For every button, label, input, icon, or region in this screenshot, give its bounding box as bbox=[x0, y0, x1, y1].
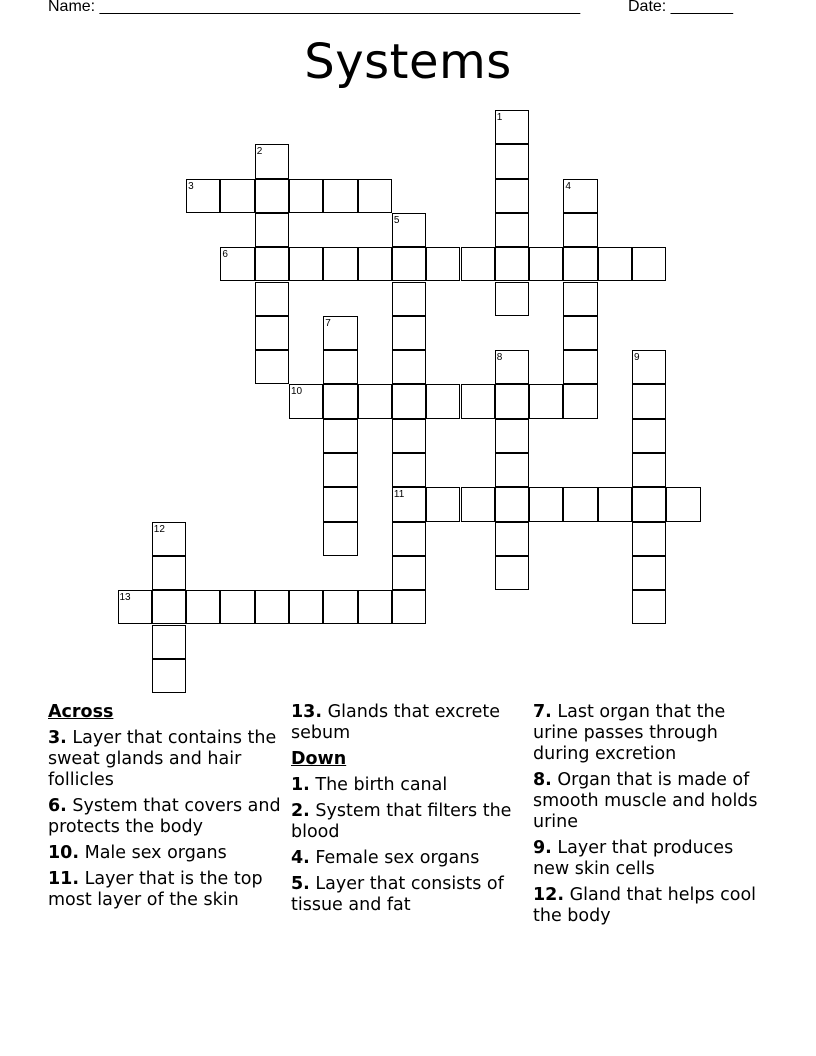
grid-cell[interactable] bbox=[358, 384, 392, 418]
grid-cell[interactable] bbox=[495, 282, 529, 316]
clue-number-label: 7 bbox=[325, 317, 331, 329]
grid-cell[interactable] bbox=[632, 453, 666, 487]
clue-column-1 bbox=[48, 702, 284, 916]
clue-across-3 bbox=[48, 728, 284, 791]
grid-cell[interactable] bbox=[563, 316, 597, 350]
clue-text: Layer that contains the sweat glands and hair follicles bbox=[48, 728, 277, 790]
clue-text: Glands that excrete sebum bbox=[291, 702, 501, 743]
grid-cell[interactable] bbox=[186, 590, 220, 624]
grid-cell[interactable] bbox=[289, 247, 323, 281]
grid-cell[interactable] bbox=[358, 179, 392, 213]
clue-text: System that covers and protects the body bbox=[48, 796, 281, 837]
grid-cell[interactable] bbox=[632, 419, 666, 453]
grid-cell[interactable] bbox=[632, 247, 666, 281]
grid-cell[interactable] bbox=[495, 522, 529, 556]
clue-number-label: 5 bbox=[393, 214, 400, 226]
clue-number: 9. bbox=[533, 838, 552, 858]
grid-cell[interactable] bbox=[323, 179, 357, 213]
grid-cell[interactable] bbox=[495, 247, 529, 281]
grid-cell[interactable] bbox=[563, 282, 597, 316]
clue-number-label: 6 bbox=[222, 249, 228, 261]
grid-cell[interactable] bbox=[255, 213, 289, 247]
grid-cell[interactable] bbox=[255, 179, 289, 213]
clue-number-label: 8 bbox=[496, 352, 503, 364]
grid-cell[interactable] bbox=[495, 487, 529, 521]
grid-cell[interactable] bbox=[632, 590, 666, 624]
grid-cell[interactable] bbox=[323, 247, 357, 281]
clue-column-3 bbox=[533, 702, 773, 932]
clue-text: Male sex organs bbox=[84, 843, 227, 863]
clue-number-label: 4 bbox=[565, 180, 571, 192]
clue-down-5 bbox=[291, 874, 521, 916]
clue-down-4 bbox=[291, 848, 521, 869]
grid-cell[interactable] bbox=[666, 487, 700, 521]
clue-down-2 bbox=[291, 801, 521, 843]
clue-number-label: 13 bbox=[119, 592, 131, 604]
clue-column-2 bbox=[291, 702, 521, 921]
grid-cell[interactable] bbox=[323, 350, 357, 384]
clue-number: 11. bbox=[48, 869, 80, 889]
grid-cell[interactable] bbox=[461, 247, 495, 281]
clue-down-1 bbox=[291, 775, 521, 796]
grid-cell[interactable] bbox=[323, 487, 357, 521]
grid-cell[interactable] bbox=[632, 384, 666, 418]
clue-number: 13. bbox=[291, 702, 323, 722]
grid-cell[interactable] bbox=[495, 144, 529, 178]
grid-cell[interactable] bbox=[220, 590, 254, 624]
grid-cell[interactable] bbox=[392, 247, 426, 281]
grid-cell[interactable] bbox=[632, 487, 666, 521]
grid-cell[interactable] bbox=[392, 282, 426, 316]
grid-cell[interactable] bbox=[323, 419, 357, 453]
clue-text: Layer that produces new skin cells bbox=[533, 838, 734, 879]
grid-cell[interactable] bbox=[495, 556, 529, 590]
grid-cell[interactable] bbox=[358, 247, 392, 281]
grid-cell[interactable] bbox=[392, 522, 426, 556]
grid-cell[interactable] bbox=[495, 384, 529, 418]
clue-across-6 bbox=[48, 796, 284, 838]
grid-cell[interactable] bbox=[563, 487, 597, 521]
grid-cell[interactable] bbox=[323, 453, 357, 487]
grid-cell[interactable] bbox=[495, 213, 529, 247]
grid-cell[interactable] bbox=[392, 419, 426, 453]
clue-text: Female sex organs bbox=[315, 848, 480, 868]
date-field-label: Date: _______ bbox=[628, 0, 733, 15]
clue-down-7 bbox=[533, 702, 773, 765]
clue-number-label: 11 bbox=[393, 489, 405, 501]
grid-cell[interactable] bbox=[495, 453, 529, 487]
clue-number: 10. bbox=[48, 843, 80, 863]
grid-cell[interactable] bbox=[598, 487, 632, 521]
grid-cell[interactable] bbox=[529, 384, 563, 418]
clue-number-label: 10 bbox=[291, 386, 303, 398]
grid-cell[interactable] bbox=[392, 453, 426, 487]
grid-cell[interactable] bbox=[461, 487, 495, 521]
clue-text: Layer that is the top most layer of the skin bbox=[48, 869, 263, 910]
clue-down-8 bbox=[533, 770, 773, 833]
clue-text: Gland that helps cool the body bbox=[533, 885, 757, 926]
name-field-label: Name: ______________________________________________________ bbox=[48, 0, 581, 15]
grid-cell[interactable] bbox=[495, 419, 529, 453]
grid-cell[interactable] bbox=[563, 350, 597, 384]
clue-text: Organ that is made of smooth muscle and holds urine bbox=[533, 770, 758, 832]
grid-cell[interactable] bbox=[255, 282, 289, 316]
grid-cell[interactable] bbox=[563, 384, 597, 418]
clue-down-12 bbox=[533, 885, 773, 927]
grid-cell[interactable] bbox=[255, 316, 289, 350]
grid-cell[interactable] bbox=[392, 316, 426, 350]
clue-across-11 bbox=[48, 869, 284, 911]
clue-text: Last organ that the urine passes through during excretion bbox=[533, 702, 726, 764]
grid-cell[interactable] bbox=[426, 247, 460, 281]
clue-number: 12. bbox=[533, 885, 565, 905]
clue-number: 4. bbox=[291, 848, 310, 868]
clue-across-13 bbox=[291, 702, 521, 744]
grid-cell[interactable] bbox=[289, 179, 323, 213]
grid-cell[interactable] bbox=[392, 556, 426, 590]
grid-cell[interactable] bbox=[152, 625, 186, 659]
grid-cell[interactable] bbox=[323, 590, 357, 624]
clue-number-label: 12 bbox=[153, 523, 165, 535]
grid-cell[interactable] bbox=[461, 384, 495, 418]
grid-cell[interactable] bbox=[255, 350, 289, 384]
grid-cell[interactable] bbox=[632, 522, 666, 556]
clue-number: 1. bbox=[291, 775, 310, 795]
grid-cell[interactable] bbox=[323, 384, 357, 418]
clue-text: The birth canal bbox=[315, 775, 448, 795]
clue-across-10 bbox=[48, 843, 284, 864]
grid-cell[interactable] bbox=[563, 213, 597, 247]
grid-cell[interactable] bbox=[358, 590, 392, 624]
clue-number: 2. bbox=[291, 801, 310, 821]
grid-cell[interactable] bbox=[255, 247, 289, 281]
grid-cell[interactable] bbox=[392, 350, 426, 384]
clue-number-label: 3 bbox=[188, 180, 194, 192]
clue-number: 7. bbox=[533, 702, 552, 722]
clue-number: 3. bbox=[48, 728, 67, 748]
grid-cell[interactable] bbox=[529, 487, 563, 521]
clue-number: 8. bbox=[533, 770, 552, 790]
down-heading: Down bbox=[291, 749, 347, 769]
clue-text: Layer that consists of tissue and fat bbox=[291, 874, 504, 915]
clue-down-9 bbox=[533, 838, 773, 880]
grid-cell[interactable] bbox=[289, 590, 323, 624]
grid-cell[interactable] bbox=[529, 247, 563, 281]
grid-cell[interactable] bbox=[152, 590, 186, 624]
clue-number-label: 9 bbox=[634, 352, 640, 364]
grid-cell[interactable] bbox=[220, 179, 254, 213]
grid-cell[interactable] bbox=[598, 247, 632, 281]
grid-cell[interactable] bbox=[426, 384, 460, 418]
grid-cell[interactable] bbox=[323, 522, 357, 556]
grid-cell[interactable] bbox=[392, 590, 426, 624]
clue-number-label: 1 bbox=[496, 112, 503, 123]
clue-number: 5. bbox=[291, 874, 310, 894]
grid-cell[interactable] bbox=[392, 384, 426, 418]
grid-cell[interactable] bbox=[632, 556, 666, 590]
grid-cell[interactable] bbox=[563, 247, 597, 281]
clue-number: 6. bbox=[48, 796, 67, 816]
grid-cell[interactable] bbox=[152, 556, 186, 590]
grid-cell[interactable] bbox=[495, 179, 529, 213]
clue-number-label: 2 bbox=[256, 146, 263, 158]
clue-text: System that filters the blood bbox=[291, 801, 512, 842]
across-heading: Across bbox=[48, 702, 114, 722]
page-title: Systems bbox=[304, 34, 512, 90]
grid-cell[interactable] bbox=[255, 590, 289, 624]
grid-cell[interactable] bbox=[426, 487, 460, 521]
grid-cell[interactable] bbox=[152, 659, 186, 693]
